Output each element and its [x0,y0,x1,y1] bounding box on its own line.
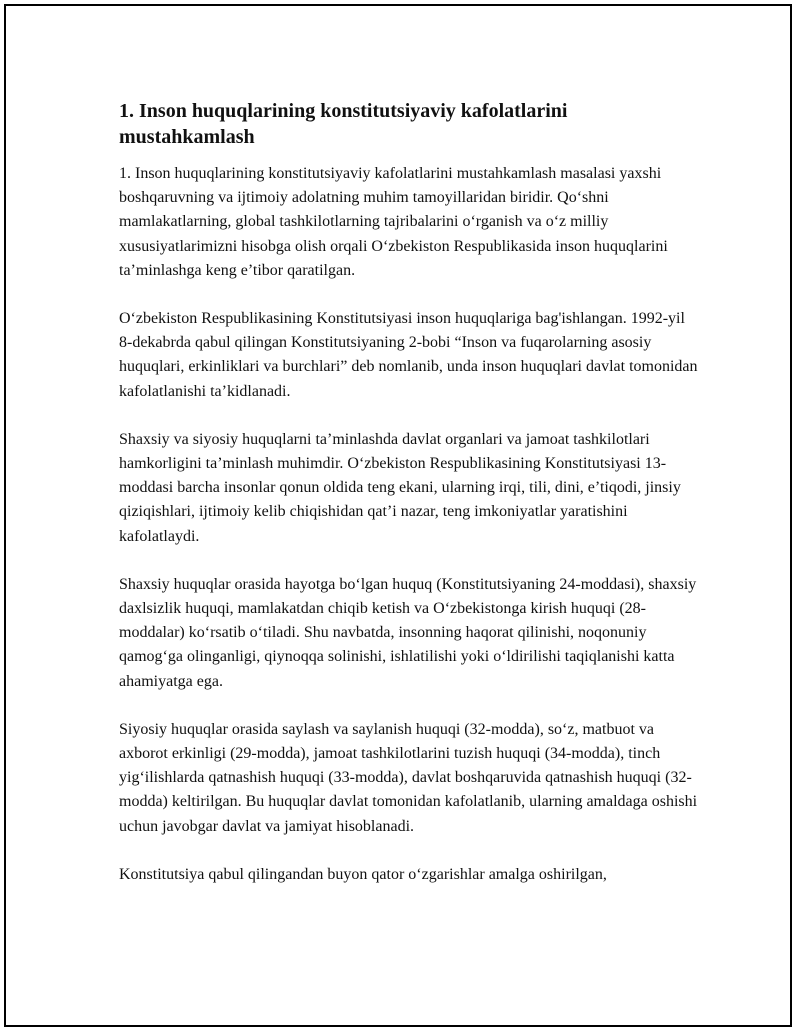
paragraph-constitution: O‘zbekiston Respublikasining Konstitutsiyasi inson huquqlariga bag'ishlangan. 1992-yil 8-dekabrda qabul qilingan Konstitutsiyaning 2-bobi “Inson va fuqarolarning asosiy huquqlari, erkinliklari va burchlari” deb nomlanib, unda inson huquqlari davlat tomonidan kafolatlanishi ta’kidlanadi. [119,310,698,400]
document-body [119,98,699,911]
document-page [4,4,792,1027]
section-heading: 1. Inson huquqlarining konstitutsiyaviy kafolatlarini mustahkamlash [119,100,568,148]
paragraph-intro: 1. Inson huquqlarining konstitutsiyaviy kafolatlarini mustahkamlash masalasi yaxshi boshqaruvning va ijtimoiy adolatning muhim tamoyillaridan biridir. Qo‘shni mamlakatlarning, global tashkilotlarning tajribalarini o‘rganish va o‘z milliy xususiyatlarimizni hisobga olish orqali O‘zbekiston Respublikasida inson huquqlarini ta’minlashga keng e’tibor qaratilgan. [119,165,668,279]
paragraph-amendments: Konstitutsiya qabul qilingandan buyon qator o‘zgarishlar amalga oshirilgan, [119,865,607,883]
paragraph-equality: Shaxsiy va siyosiy huquqlarni ta’minlashda davlat organlari va jamoat tashkilotlari hamkorligini ta’minlash muhimdir. O‘zbekiston Respublikasining Konstitutsiyasi 13-moddasi barcha insonlar qonun oldida teng ekani, ularning irqi, tili, dini, e’tiqodi, jinsiy qiziqishlari, ijtimoiy kelib chiqishidan qat’i nazar, teng imkoniyatlar yaratishini kafolatlaydi. [119,430,681,545]
paragraph-personal-rights: Shaxsiy huquqlar orasida hayotga bo‘lgan huquq (Konstitutsiyaning 24-moddasi), shaxsiy daxlsizlik huquqi, mamlakatdan chiqib ketish va O‘zbekistonga kirish huquqi (28-moddalar) ko‘rsatib o‘tiladi. Shu navbatda, insonning haqorat qilinishi, noqonuniy qamog‘ga olinganligi, qiynoqqa solinishi, ishlatilishi yoki o‘ldirilishi taqiqlanishi katta ahamiyatga ega. [119,575,697,690]
paragraph-political-rights: Siyosiy huquqlar orasida saylash va saylanish huquqi (32-modda), so‘z, matbuot va axborot erkinligi (29-modda), jamoat tashkilotlarini tuzish huquqi (34-modda), tinch yig‘ilishlarda qatnashish huquqi (33-modda), davlat boshqaruvida qatnashish huquqi (32-modda) keltirilgan. Bu huquqlar davlat tomonidan kafolatlanib, ularning amaldaga oshishi uchun javobgar davlat va jamiyat hisoblanadi. [119,720,698,835]
